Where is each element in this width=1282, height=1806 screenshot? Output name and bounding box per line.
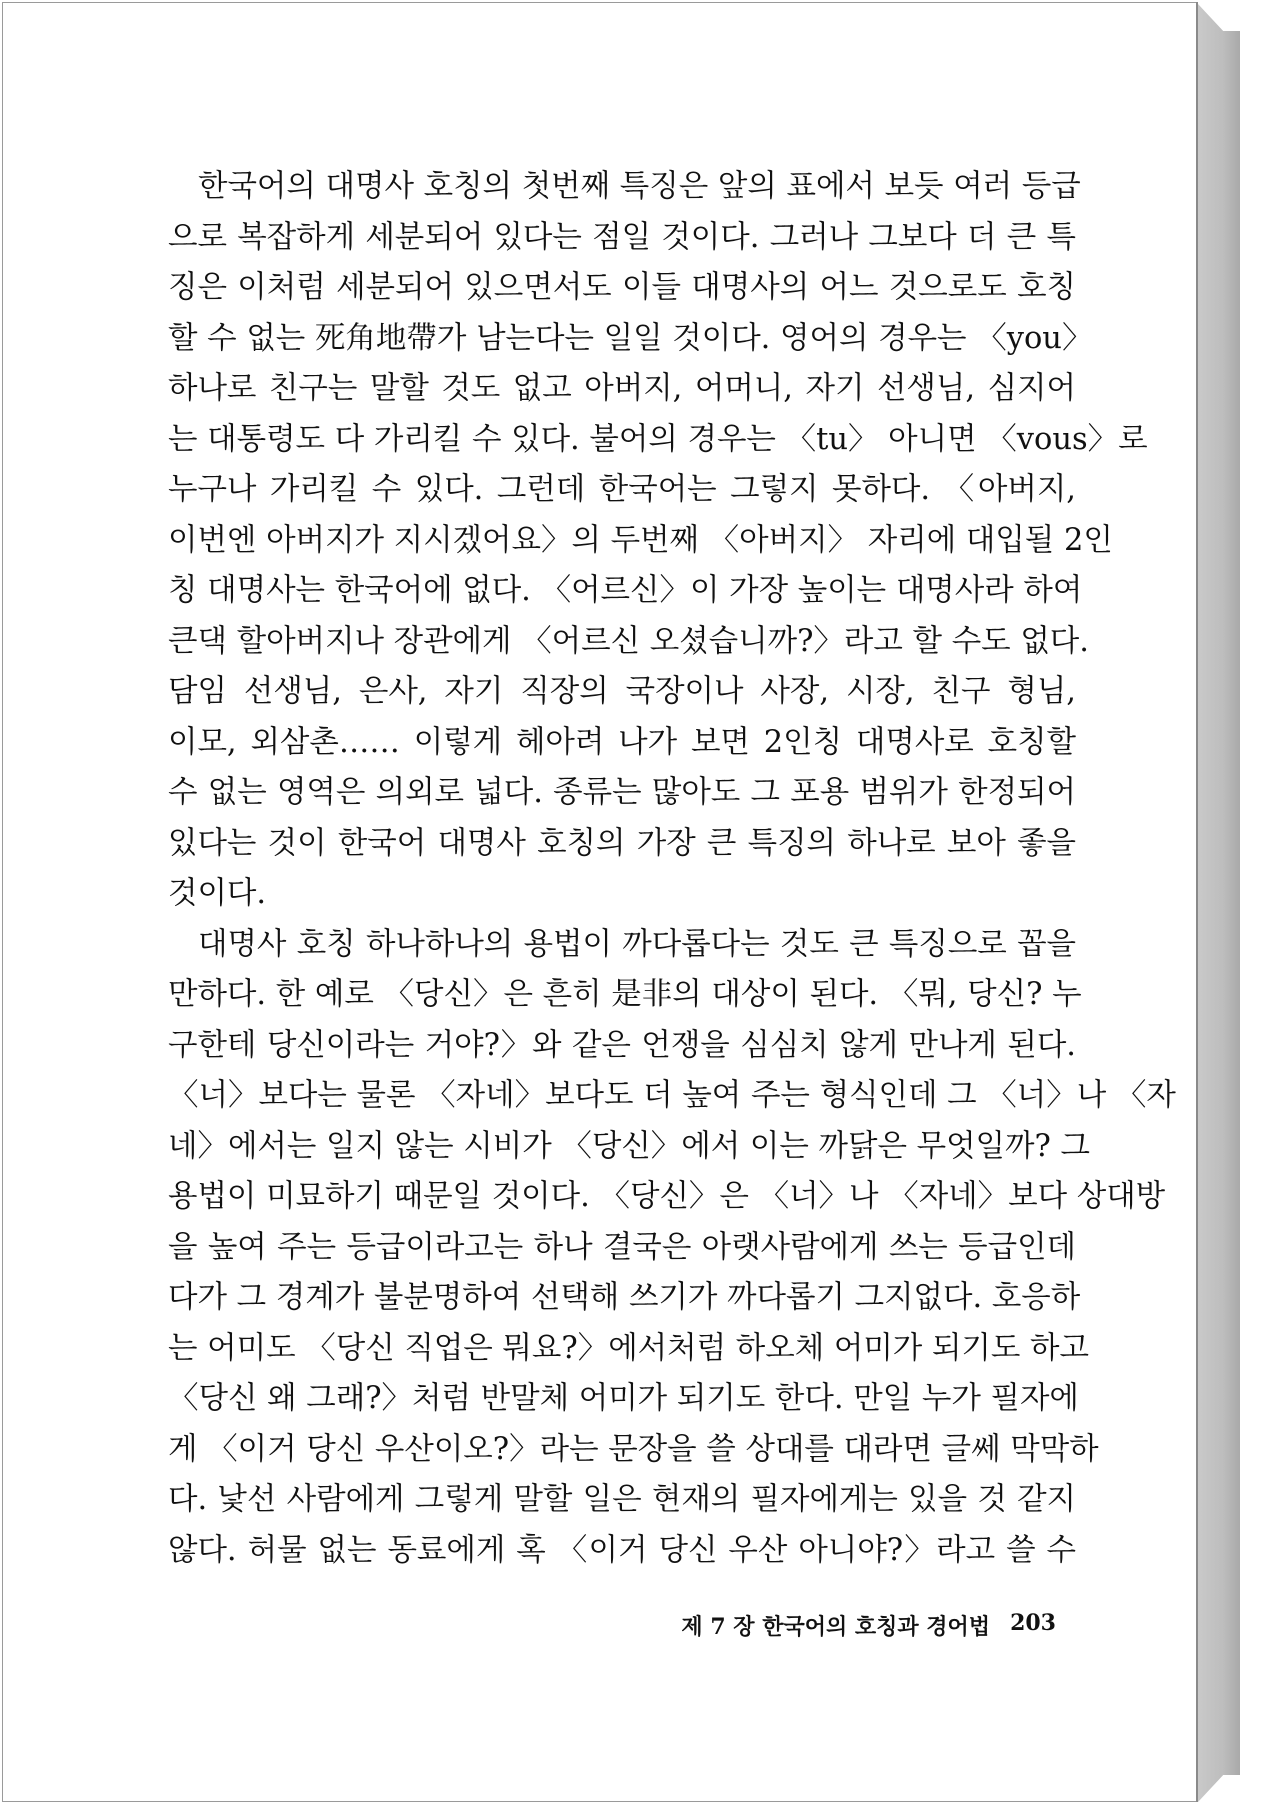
page-stack-edge (1198, 4, 1240, 1802)
text-line: 는 어미도 〈당신 직업은 뭐요?〉에서처럼 하오체 어미가 되기도 하고 (168, 1330, 1089, 1366)
text-line: 있다는 것이 한국어 대명사 호칭의 가장 큰 특징의 하나로 보아 좋을 (168, 825, 1076, 861)
chapter-title: 제 7 장 한국어의 호칭과 경어법 (681, 1614, 991, 1640)
running-footer (628, 1610, 1056, 1641)
text-line: 이모, 외삼촌…… 이렇게 헤아려 나가 보면 2인칭 대명사로 호칭할 (168, 724, 1076, 760)
text-line: 〈너〉보다는 물론 〈자네〉보다도 더 높여 주는 형식인데 그 〈너〉나 〈자 (168, 1078, 1176, 1113)
text-line: 않다. 허물 없는 동료에게 혹 〈이거 당신 우산 아니야?〉라고 쓸 수 (168, 1532, 1076, 1568)
text-line: 수 없는 영역은 의외로 넓다. 종류는 많아도 그 포용 범위가 한정되어 (168, 775, 1076, 810)
text-line: 한국어의 대명사 호칭의 첫번째 특징은 앞의 표에서 보듯 여러 등급 (198, 169, 1081, 204)
text-line: 구한테 당신이라는 거야?〉와 같은 언쟁을 심심치 않게 만나게 된다. (168, 1027, 1076, 1063)
text-line: 다. 낯선 사람에게 그렇게 말할 일은 현재의 필자에게는 있을 것 같지 (168, 1482, 1076, 1517)
body-text (168, 162, 1176, 1576)
text-line: 〈당신 왜 그래?〉처럼 반말체 어미가 되기도 한다. 만일 누가 필자에 (168, 1381, 1079, 1416)
text-line: 큰댁 할아버지나 장관에게 〈어르신 오셨습니까?〉라고 할 수도 없다. (168, 623, 1089, 659)
text-line: 다가 그 경계가 불분명하여 선택해 쓰기가 까다롭기 그지없다. 호응하 (168, 1280, 1081, 1315)
text-line: 하나로 친구는 말할 것도 없고 아버지, 어머니, 자기 선생님, 심지어 (168, 371, 1076, 406)
text-line: 네〉에서는 일지 않는 시비가 〈당신〉에서 이는 까닭은 무엇일까? 그 (168, 1128, 1090, 1164)
text-line: 누구나 가리킬 수 있다. 그런데 한국어는 그렇지 못하다. 〈아버지, (168, 472, 1076, 507)
text-line: 는 대통령도 다 가리킬 수 있다. 불어의 경우는 〈tu〉 아니면 〈vous〉로 (168, 421, 1148, 457)
text-line: 을 높여 주는 등급이라고는 하나 결국은 아랫사람에게 쓰는 등급인데 (168, 1229, 1076, 1265)
text-line: 게 〈이거 당신 우산이오?〉라는 문장을 쓸 상대를 대라면 글쎄 막막하 (168, 1431, 1099, 1467)
text-line: 할 수 없는 死角地帶가 남는다는 일일 것이다. 영어의 경우는 〈you〉 (168, 320, 1093, 356)
text-line: 대명사 호칭 하나하나의 용법이 까다롭다는 것도 큰 특징으로 꼽을 (198, 926, 1076, 962)
text-line: 징은 이처럼 세분되어 있으면서도 이들 대명사의 어느 것으로도 호칭 (168, 270, 1076, 305)
text-line: 담임 선생님, 은사, 자기 직장의 국장이나 사장, 시장, 친구 형님, (168, 674, 1076, 709)
page-edge-line (1196, 2, 1198, 1802)
text-line: 것이다. (168, 876, 267, 911)
text-line: 만하다. 한 예로 〈당신〉은 흔히 是非의 대상이 된다. 〈뭐, 당신? 누 (168, 977, 1082, 1012)
text-line: 용법이 미묘하기 때문일 것이다. 〈당신〉은 〈너〉나 〈자네〉보다 상대방 (168, 1179, 1166, 1214)
text-line: 으로 복잡하게 세분되어 있다는 점일 것이다. 그러나 그보다 더 큰 특 (168, 219, 1076, 255)
text-line: 이번엔 아버지가 지시겠어요〉의 두번째 〈아버지〉 자리에 대입될 2인 (168, 522, 1113, 558)
text-line: 칭 대명사는 한국어에 없다. 〈어르신〉이 가장 높이는 대명사라 하여 (168, 573, 1083, 608)
page-number: 203 (1010, 1610, 1056, 1636)
